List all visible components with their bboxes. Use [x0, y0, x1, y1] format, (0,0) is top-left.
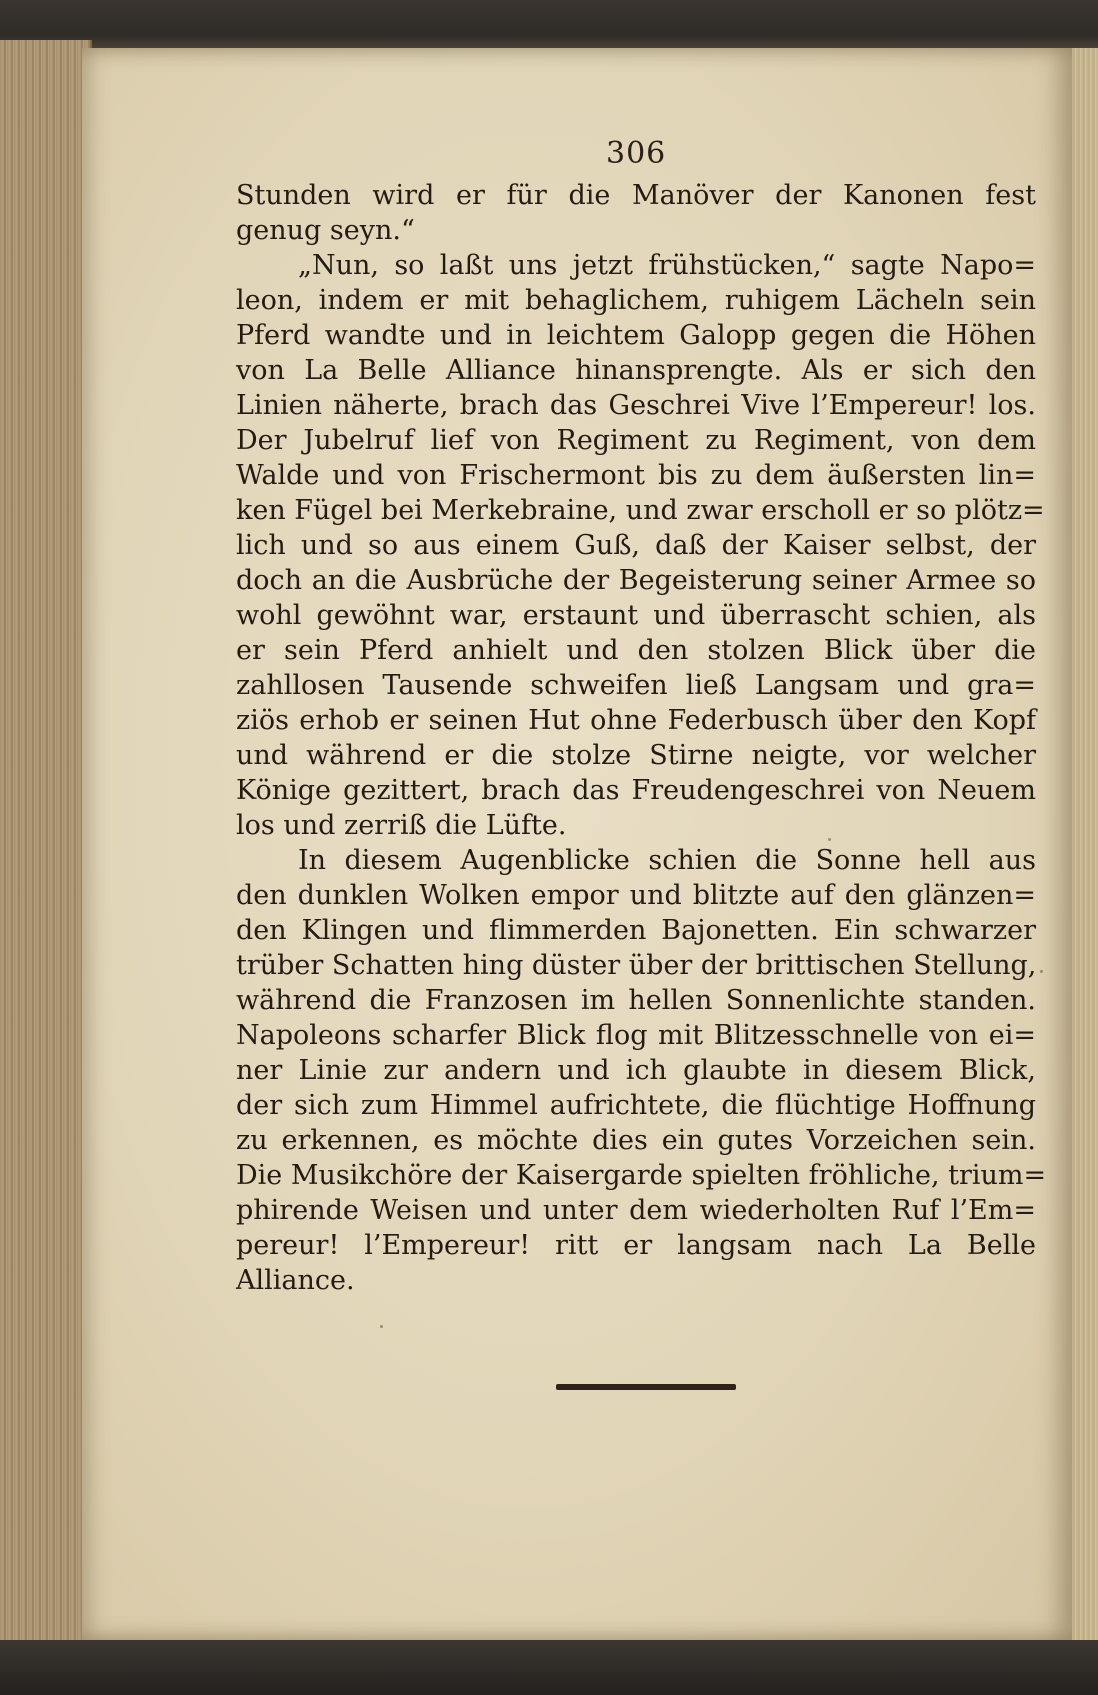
text-line: Walde und von Frischermont bis zu dem äußersten lin=: [236, 460, 1036, 491]
text-line: Alliance.: [236, 1265, 355, 1296]
page-number: 306: [606, 136, 667, 171]
text-line: lich und so aus einem Guß, daß der Kaiser selbst, der: [236, 530, 1036, 561]
text-line: trüber Schatten hing düster über der brittischen Stellung,: [236, 950, 1037, 981]
text-line: von La Belle Alliance hinansprengte. Als er sich den: [236, 355, 1036, 386]
body-text: [236, 178, 1047, 1298]
text-line: Linien näherte, brach das Geschrei Vive l’Empereur! los.: [236, 390, 1036, 421]
paper-speck: [380, 1325, 383, 1328]
text-line: ken Fügel bei Merkebraine, und zwar erscholl er so plötz=: [236, 495, 1045, 526]
text-line: „Nun, so laßt uns jetzt frühstücken,“ sagte Napo=: [298, 250, 1036, 281]
book-binding-bottom: [0, 1640, 1098, 1695]
text-line: genug seyn.“: [236, 215, 415, 246]
text-line: Die Musikchöre der Kaisergarde spielten fröhliche, trium=: [236, 1160, 1047, 1191]
text-line: ner Linie zur andern und ich glaubte in diesem Blick,: [236, 1055, 1036, 1086]
end-rule: [556, 1384, 736, 1390]
text-line: und während er die stolze Stirne neigte, vor welcher: [236, 740, 1036, 771]
text-line: los und zerriß die Lüfte.: [236, 810, 567, 841]
text-line: zahllosen Tausende schweifen ließ Langsam und gra=: [236, 670, 1036, 701]
text-line: phirende Weisen und unter dem wiederholten Ruf l’Em=: [236, 1195, 1036, 1226]
text-line: leon, indem er mit behaglichem, ruhigem Lächeln sein: [236, 285, 1036, 316]
text-line: doch an die Ausbrüche der Begeisterung seiner Armee so: [236, 565, 1036, 596]
text-line: In diesem Augenblicke schien die Sonne hell aus: [298, 845, 1036, 876]
text-line: während die Franzosen im hellen Sonnenlichte standen.: [236, 985, 1036, 1016]
text-line: den Klingen und flimmerden Bajonetten. Ein schwarzer: [236, 915, 1036, 946]
paper-speck: [1040, 970, 1043, 973]
text-line: Napoleons scharfer Blick flog mit Blitzesschnelle von ei=: [236, 1020, 1036, 1051]
text-line: Könige gezittert, brach das Freudengeschrei von Neuem: [236, 775, 1036, 806]
text-line: der sich zum Himmel aufrichtete, die flüchtige Hoffnung: [236, 1090, 1036, 1121]
paper-speck: [828, 838, 831, 841]
text-line: ziös erhob er seinen Hut ohne Federbusch über den Kopf: [236, 705, 1036, 736]
text-line: er sein Pferd anhielt und den stolzen Blick über die: [236, 635, 1036, 666]
text-line: Pferd wandte und in leichtem Galopp gegen die Höhen: [236, 320, 1036, 351]
text-line: Stunden wird er für die Manöver der Kanonen fest: [236, 180, 1036, 211]
text-line: pereur! l’Empereur! ritt er langsam nach La Belle: [236, 1230, 1036, 1261]
text-line: den dunklen Wolken empor und blitzte auf den glänzen=: [236, 880, 1036, 911]
page-edges-left: [0, 40, 92, 1640]
text-line: wohl gewöhnt war, erstaunt und überrascht schien, als: [236, 600, 1036, 631]
text-line: Der Jubelruf lief von Regiment zu Regiment, von dem: [236, 425, 1036, 456]
text-line: zu erkennen, es möchte dies ein gutes Vorzeichen sein.: [236, 1125, 1036, 1156]
book-binding-top: [0, 0, 1098, 50]
